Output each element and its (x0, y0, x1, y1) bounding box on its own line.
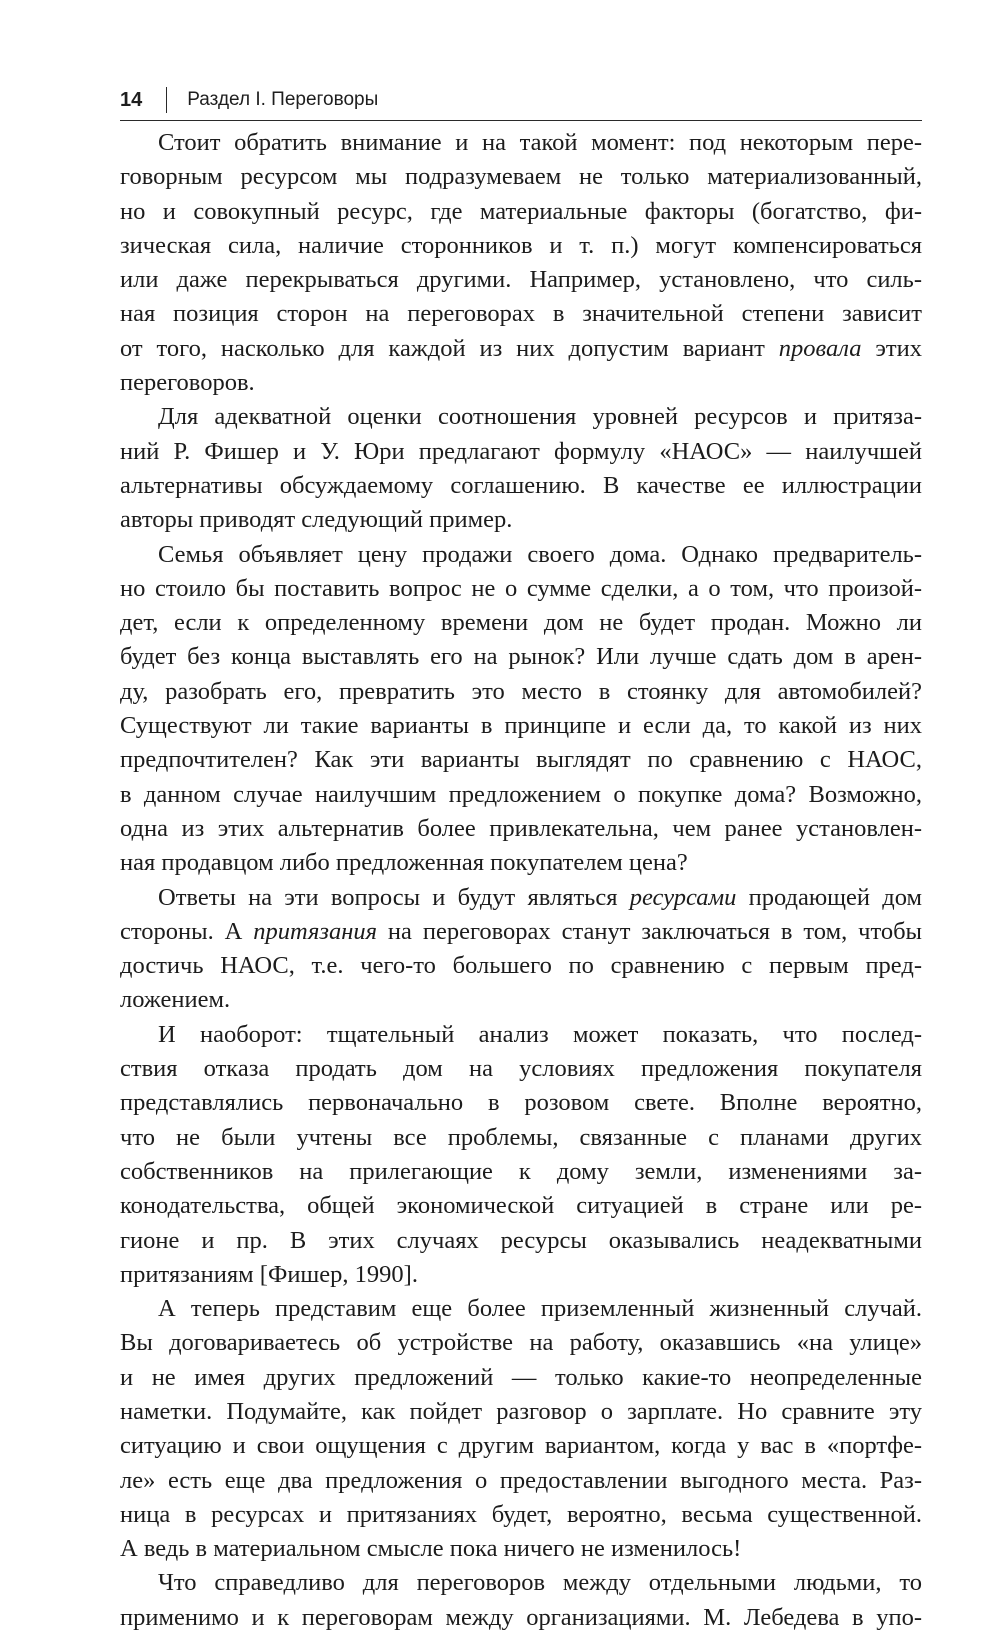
text-line: И наоборот: тщательный анализ может показать, что послед- (158, 1020, 922, 1048)
text-line: А теперь представим еще более приземленный жизненный случай. (158, 1295, 922, 1323)
text-line: применимо и к переговорам между организациями. М. Лебедева в упо- (120, 1603, 922, 1631)
text-line: в данном случае наилучшим предложением о покупке дома? Возможно, (120, 780, 922, 808)
text-line: А ведь в материальном смысле пока ничего не изменилось! (120, 1535, 742, 1563)
text-line: переговоров. (120, 369, 255, 397)
emphasis: притязания (253, 917, 377, 945)
header-rule (120, 120, 922, 121)
text-line: ная позиция сторон на переговорах в значительной степени зависит (120, 300, 922, 328)
text-line: наметки. Подумайте, как пойдет разговор о зарплате. Но сравните эту (120, 1397, 922, 1425)
emphasis: провала (778, 334, 862, 362)
text-line: и не имея других предложений — только какие-то неопределенные (120, 1363, 922, 1391)
paragraph (120, 538, 922, 881)
paragraph (120, 126, 922, 400)
text-line: Вы договариваетесь об устройстве на работу, оказавшись «на улице» (120, 1329, 922, 1357)
text-line: Для адекватной оценки соотношения уровней ресурсов и притяза- (158, 403, 922, 431)
emphasis: ресурсами (629, 883, 737, 911)
paragraph (120, 881, 922, 1018)
paragraph (120, 400, 922, 537)
section-title: Раздел I. Переговоры (187, 89, 379, 110)
text-line: ний Р. Фишер и У. Юри предлагают формулу «НАОС» — наилучшей (120, 437, 922, 465)
page-number: 14 (120, 88, 143, 111)
text-line: конодательства, общей экономической ситуацией в стране или ре- (120, 1192, 922, 1220)
paragraph (120, 1292, 922, 1566)
text-line: стороны. А притязания на переговорах станут заключаться в том, чтобы (120, 917, 923, 945)
text-line: что не были учтены все проблемы, связанные с планами других (120, 1123, 922, 1151)
text-line: собственников на прилегающие к дому земли, изменениями за- (120, 1157, 922, 1185)
text-line: зическая сила, наличие сторонников и т. п.) могут компенсироваться (120, 231, 922, 259)
text-line: но стоило бы поставить вопрос не о сумме сделки, а о том, что произой- (120, 574, 922, 602)
text-line: Ответы на эти вопросы и будут являться ресурсами продающей дом (158, 883, 922, 911)
paragraph (120, 1018, 922, 1292)
text-line: ная продавцом либо предложенная покупателем цена? (120, 849, 688, 877)
text-line: Стоит обратить внимание и на такой момент: под некоторым пере- (158, 129, 922, 156)
text-line: Существуют ли такие варианты в принципе и если да, то какой из них (120, 712, 922, 740)
text-line: ду, разобрать его, превратить это место в стоянку для автомобилей? (120, 677, 922, 705)
body-text (120, 126, 922, 1635)
text-line: ложением. (120, 986, 231, 1014)
text-line: Что справедливо для переговоров между отдельными людьми, то (158, 1569, 922, 1597)
paragraph (120, 1566, 922, 1635)
text-line: будет без конца выставлять его на рынок? Или лучше сдать дом в арен- (120, 643, 922, 671)
text-line: притязаниям [Фишер, 1990]. (120, 1260, 418, 1288)
text-line: ситуацию и свои ощущения с другим вариантом, когда у вас в «портфе- (120, 1432, 922, 1460)
text-line: представлялись первоначально в розовом свете. Вполне вероятно, (120, 1089, 922, 1117)
text-line: достичь НАОС, т.е. чего-то большего по сравнению с первым пред- (120, 952, 922, 980)
text-line: предпочтителен? Как эти варианты выглядят по сравнению с НАОС, (120, 746, 922, 774)
text-line: ствия отказа продать дом на условиях предложения покупателя (120, 1055, 922, 1083)
text-line: говорным ресурсом мы подразумеваем не только материализованный, (120, 163, 922, 191)
text-line: но и совокупный ресурс, где материальные факторы (богатство, фи- (120, 197, 922, 225)
text-line: одна из этих альтернатив более привлекательна, чем ранее установлен- (120, 814, 922, 842)
text-line: ле» есть еще два предложения о предоставлении выгодного места. Раз- (120, 1466, 922, 1494)
text-line: альтернативы обсуждаемому соглашению. В качестве ее иллюстрации (120, 471, 922, 499)
header-separator (166, 87, 167, 113)
running-header (120, 82, 922, 118)
text-line: или даже перекрываться другими. Например, установлено, что силь- (120, 266, 922, 294)
text-line: ница в ресурсах и притязаниях будет, вероятно, весьма существенной. (120, 1500, 922, 1528)
text-line: Семья объявляет цену продажи своего дома. Однако предваритель- (158, 540, 922, 568)
text-line: авторы приводят следующий пример. (120, 506, 513, 534)
text-line: дет, если к определенному времени дом не будет продан. Можно ли (120, 609, 922, 637)
text-line: от того, насколько для каждой из них допустим вариант провала этих (120, 334, 922, 362)
text-line: гионе и пр. В этих случаях ресурсы оказывались неадекватными (120, 1226, 922, 1254)
